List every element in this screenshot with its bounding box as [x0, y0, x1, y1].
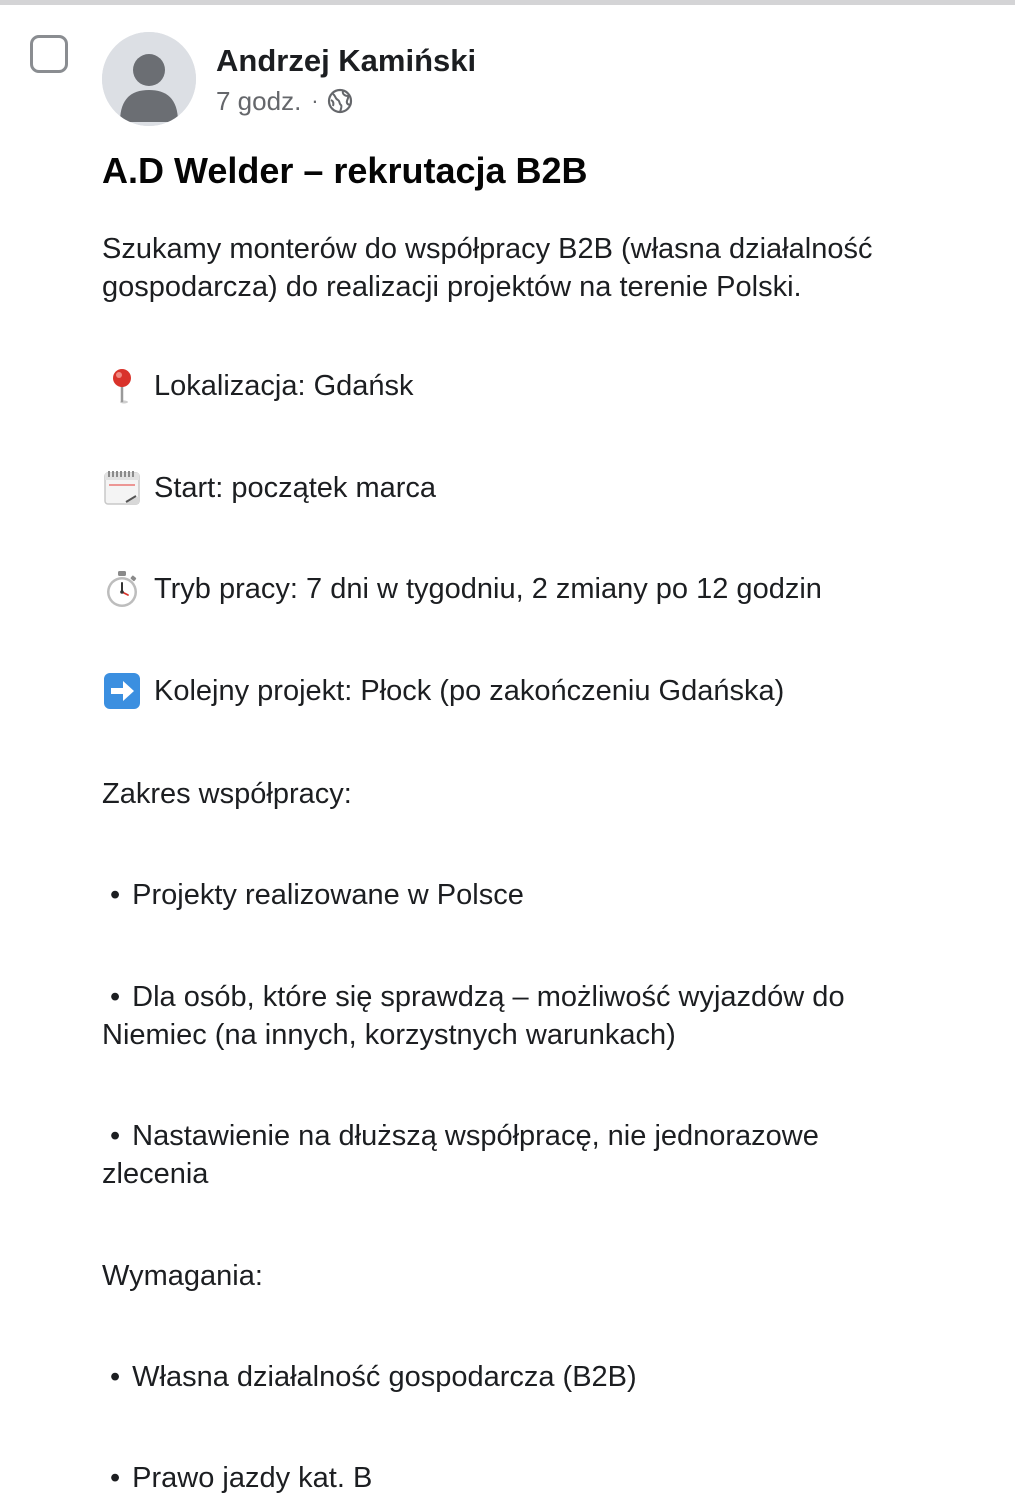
scope-item-3: [102, 1117, 819, 1155]
author-avatar[interactable]: [102, 32, 196, 126]
right-arrow-icon: [102, 671, 142, 711]
bullet: •: [110, 879, 121, 911]
requirement-item-2-text: Prawo jazdy kat. B: [132, 1462, 373, 1494]
requirements-heading: Wymagania:: [102, 1260, 263, 1292]
start-text: Start: początek marca: [154, 472, 437, 504]
scope-item-1-text: Projekty realizowane w Polsce: [132, 879, 524, 911]
scope-item-3-text-line-1: Nastawienie na dłuższą współpracę, nie jednorazowe: [132, 1120, 819, 1152]
next-project-text: Kolejny projekt: Płock (po zakończeniu Gdańska): [154, 675, 785, 707]
scope-item-2-text-line-1: Dla osób, które się sprawdzą – możliwość wyjazdów do: [132, 981, 845, 1013]
scope-heading: Zakres współpracy:: [102, 778, 352, 810]
detail-next-project: [102, 671, 784, 711]
scope-item-2: [102, 978, 845, 1016]
location-text: Lokalizacja: Gdańsk: [154, 370, 414, 402]
work-mode-text: Tryb pracy: 7 dni w tygodniu, 2 zmiany po 12 godzin: [154, 573, 822, 605]
intro-text-line-2: gospodarcza) do realizacji projektów na terenie Polski.: [102, 271, 802, 303]
pushpin-icon: [102, 366, 142, 406]
calendar-icon: [102, 468, 142, 508]
scope-item-3-text-line-2: zlecenia: [102, 1158, 209, 1190]
intro-text-line-1: Szukamy monterów do współpracy B2B (własna działalność: [102, 233, 873, 265]
detail-start: [102, 468, 436, 508]
bullet: •: [110, 1361, 121, 1393]
stopwatch-icon: [102, 569, 142, 609]
requirement-item-2: [102, 1459, 372, 1497]
bullet: •: [110, 981, 121, 1013]
default-avatar-icon: [102, 32, 196, 126]
top-divider: [0, 0, 1015, 5]
requirement-item-1-text: Własna działalność gospodarcza (B2B): [132, 1361, 637, 1393]
bullet: •: [110, 1462, 121, 1494]
author-name[interactable]: Andrzej Kamiński: [216, 43, 477, 78]
scope-item-1: [102, 876, 524, 914]
bullet: •: [110, 1120, 121, 1152]
post-time[interactable]: 7 godz.: [216, 85, 302, 116]
select-checkbox[interactable]: [30, 35, 68, 73]
post-meta: [216, 86, 353, 116]
requirement-item-1: [102, 1358, 637, 1396]
meta-separator: ·: [311, 88, 319, 113]
detail-location: [102, 366, 414, 406]
post-title: A.D Welder – rekrutacja B2B: [102, 150, 588, 191]
detail-work-mode: [102, 569, 822, 609]
globe-icon: [327, 88, 353, 114]
scope-item-2-text-line-2: Niemiec (na innych, korzystnych warunkach): [102, 1019, 676, 1051]
